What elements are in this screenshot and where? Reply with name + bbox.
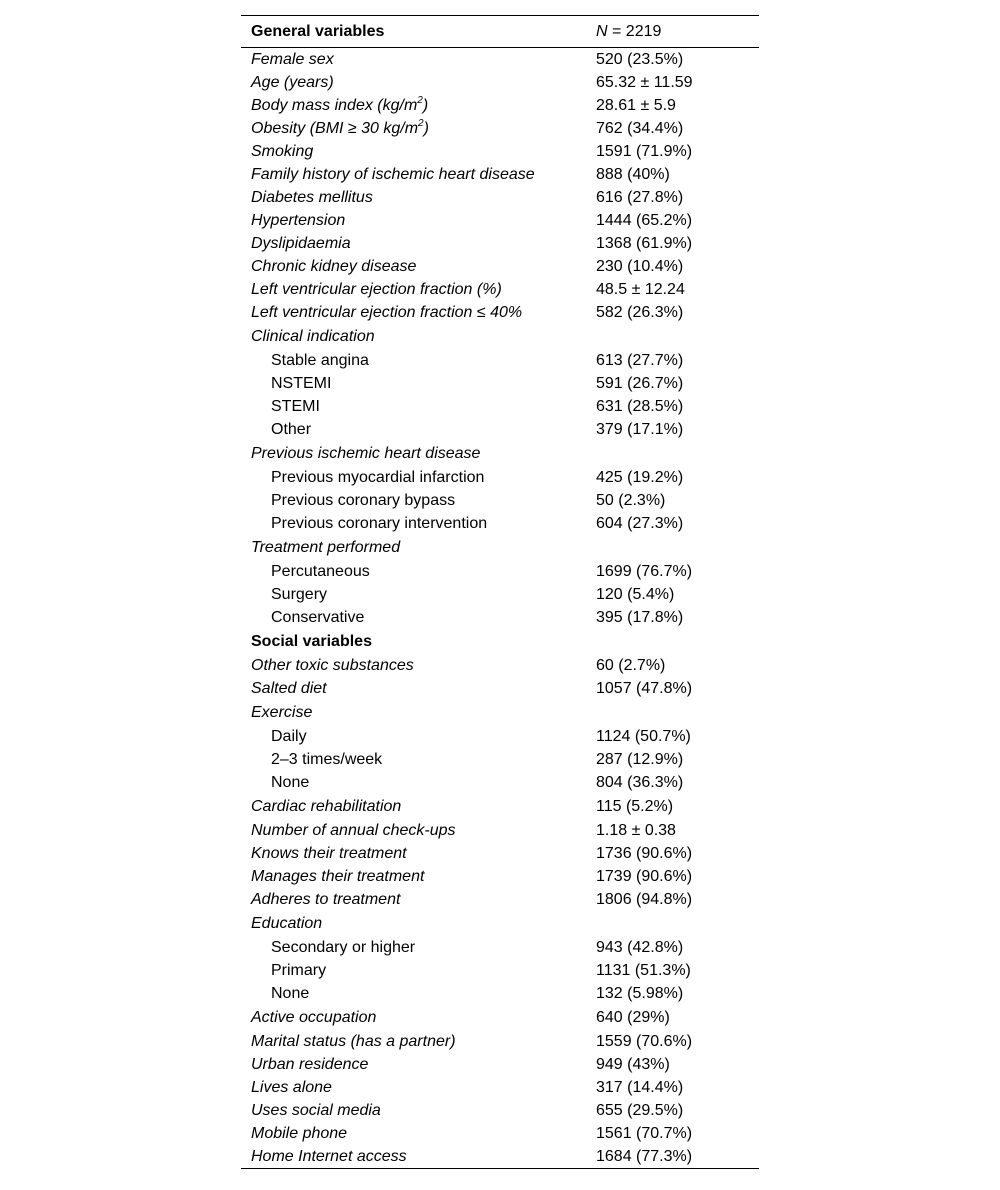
table-row (241, 209, 759, 232)
row-value: 804 (36.3%) (596, 774, 684, 791)
row-label-tail: ) (422, 97, 429, 114)
table-row (241, 725, 759, 748)
row-label (251, 794, 401, 819)
row-label (251, 535, 400, 560)
row-label (251, 1053, 368, 1076)
row-label-text: Previous coronary bypass (271, 492, 456, 509)
header-n-label: N (596, 23, 608, 40)
row-label-text: Secondary or higher (271, 939, 416, 956)
table-row (241, 654, 759, 677)
row-value: 132 (5.98%) (596, 985, 684, 1002)
table-row (241, 301, 759, 324)
row-label-text: Education (251, 915, 323, 932)
row-label-text: Chronic kidney disease (251, 258, 417, 275)
row-value: 395 (17.8%) (596, 609, 684, 626)
table-row (241, 888, 759, 911)
row-label-text: NSTEMI (271, 375, 332, 392)
row-label-text: Dyslipidaemia (251, 235, 351, 252)
row-label (271, 771, 309, 794)
row-value: 604 (27.3%) (596, 515, 684, 532)
row-value: 60 (2.7%) (596, 657, 666, 674)
row-value: 230 (10.4%) (596, 258, 684, 275)
table-row (241, 748, 759, 771)
table-row (241, 1099, 759, 1122)
row-label-text: Previous coronary intervention (271, 515, 488, 532)
row-value: 888 (40%) (596, 166, 670, 183)
row-label (251, 163, 535, 186)
row-value: 379 (17.1%) (596, 421, 684, 438)
row-value: 1806 (94.8%) (596, 891, 693, 908)
row-value: 613 (27.7%) (596, 352, 684, 369)
row-value: 48.5 ± 12.24 (596, 281, 685, 298)
table-row (241, 255, 759, 278)
row-label (271, 606, 364, 629)
row-label (251, 888, 400, 911)
row-label (251, 865, 424, 888)
row-value: 520 (23.5%) (596, 51, 684, 68)
row-label-text: Home Internet access (251, 1148, 407, 1165)
table-row (241, 418, 759, 441)
row-label (271, 466, 484, 489)
table-row (241, 48, 759, 71)
row-label-text: Primary (271, 962, 327, 979)
row-label-superscript: 2 (418, 117, 424, 129)
table-row (241, 771, 759, 794)
row-label (271, 936, 415, 959)
row-value: 640 (29%) (596, 1009, 670, 1026)
row-label (251, 677, 327, 700)
row-label (251, 700, 312, 725)
row-label-text: Age (years) (251, 74, 334, 91)
row-value: 616 (27.8%) (596, 189, 684, 206)
row-label-text: 2–3 times/week (271, 751, 383, 768)
row-label-text: Number of annual check-ups (251, 822, 456, 839)
table-row (241, 677, 759, 700)
table-header (241, 16, 759, 48)
row-value: 949 (43%) (596, 1056, 670, 1073)
table-row (241, 1076, 759, 1099)
row-label (251, 1076, 332, 1099)
row-label-text: Cardiac rehabilitation (251, 798, 402, 815)
row-label-text: Urban residence (251, 1056, 369, 1073)
row-label (251, 911, 322, 936)
row-label-text: Surgery (271, 586, 328, 603)
table-row (241, 466, 759, 489)
table-row (241, 71, 759, 94)
row-label-text: Body mass index (kg/m (251, 97, 418, 114)
row-label-text: Manages their treatment (251, 868, 425, 885)
row-value: 317 (14.4%) (596, 1079, 684, 1096)
row-label (251, 48, 334, 71)
row-label (251, 140, 313, 163)
row-value: 1368 (61.9%) (596, 235, 693, 252)
row-label (271, 372, 331, 395)
row-label (271, 583, 327, 606)
row-value: 631 (28.5%) (596, 398, 684, 415)
row-label-text: Previous ischemic heart disease (251, 445, 481, 462)
row-label (251, 278, 502, 301)
header-general-variables: General variables (251, 23, 385, 40)
row-label (251, 441, 480, 466)
row-label-text: Other toxic substances (251, 657, 414, 674)
table-row (241, 535, 759, 560)
row-value: 655 (29.5%) (596, 1102, 684, 1119)
row-value: 65.32 ± 11.59 (596, 74, 693, 91)
row-value: 762 (34.4%) (596, 120, 684, 137)
header-n-eq: = (607, 23, 626, 40)
table-body (241, 48, 759, 1168)
row-value: 1559 (70.6%) (596, 1033, 693, 1050)
table-row (241, 1005, 759, 1030)
table-row (241, 1030, 759, 1053)
row-label-text: Clinical indication (251, 328, 375, 345)
table-row (241, 583, 759, 606)
row-label (251, 1005, 376, 1030)
table-row (241, 94, 759, 117)
row-label-text: Left ventricular ejection fraction (%) (251, 281, 502, 298)
row-label (271, 748, 382, 771)
table-row (241, 1145, 759, 1168)
row-label (251, 209, 345, 232)
row-label-text: None (271, 985, 310, 1002)
row-label (271, 512, 487, 535)
table-row (241, 842, 759, 865)
row-label (251, 1099, 381, 1122)
row-value: 943 (42.8%) (596, 939, 684, 956)
row-value: 1684 (77.3%) (596, 1148, 693, 1165)
row-label-text: Previous myocardial infarction (271, 469, 485, 486)
row-label-text: Obesity (BMI ≥ 30 kg/m (251, 120, 419, 137)
table-row (241, 489, 759, 512)
row-label-text: Active occupation (251, 1009, 377, 1026)
row-label (251, 255, 416, 278)
table-row (241, 1122, 759, 1145)
row-label (271, 418, 311, 441)
row-label (251, 1122, 347, 1145)
table-row (241, 163, 759, 186)
row-label-text: Diabetes mellitus (251, 189, 373, 206)
row-value: 425 (19.2%) (596, 469, 684, 486)
table-row (241, 232, 759, 255)
table-row (241, 324, 759, 349)
row-label (271, 560, 370, 583)
table-row (241, 186, 759, 209)
row-value: 582 (26.3%) (596, 304, 684, 321)
row-label-superscript: 2 (417, 94, 423, 106)
table-row (241, 982, 759, 1005)
header-n (596, 23, 661, 41)
table-row (241, 512, 759, 535)
table-row (241, 395, 759, 418)
table-row (241, 140, 759, 163)
row-label (251, 301, 522, 324)
row-label-text: Conservative (271, 609, 365, 626)
table-row (241, 911, 759, 936)
row-label (251, 1030, 456, 1053)
row-value: 1699 (76.7%) (596, 563, 693, 580)
row-value: 1739 (90.6%) (596, 868, 693, 885)
row-value: 1591 (71.9%) (596, 143, 693, 160)
row-label-text: Family history of ischemic heart disease (251, 166, 535, 183)
row-value: 1736 (90.6%) (596, 845, 693, 862)
row-label (251, 324, 375, 349)
row-label-text: Smoking (251, 143, 314, 160)
row-label (271, 489, 455, 512)
row-label-text: Daily (271, 728, 307, 745)
row-label (271, 982, 309, 1005)
table-row (241, 606, 759, 629)
table-row (241, 936, 759, 959)
row-label-text: Other (271, 421, 312, 438)
table-row (241, 865, 759, 888)
row-label (251, 629, 372, 654)
table-row (241, 441, 759, 466)
row-label-text: STEMI (271, 398, 320, 415)
row-value: 120 (5.4%) (596, 586, 675, 603)
row-label (251, 842, 407, 865)
row-label (271, 349, 369, 372)
row-label-text: Knows their treatment (251, 845, 407, 862)
row-label (271, 725, 307, 748)
row-label-text: Stable angina (271, 352, 369, 369)
row-value: 1444 (65.2%) (596, 212, 693, 229)
table-row (241, 794, 759, 819)
row-value: 50 (2.3%) (596, 492, 666, 509)
table-row (241, 629, 759, 654)
row-label (251, 1145, 407, 1168)
row-label-text: Marital status (has a partner) (251, 1033, 456, 1050)
row-value: 1561 (70.7%) (596, 1125, 693, 1142)
table-row (241, 700, 759, 725)
table-row (241, 372, 759, 395)
table-row (241, 560, 759, 583)
row-label-text: Hypertension (251, 212, 346, 229)
row-value: 1131 (51.3%) (596, 962, 691, 979)
row-label-text: Uses social media (251, 1102, 381, 1119)
row-value: 1057 (47.8%) (596, 680, 693, 697)
row-label-text: Social variables (251, 633, 372, 650)
row-label-tail: ) (423, 120, 429, 137)
row-label (251, 94, 428, 117)
row-label-text: Mobile phone (251, 1125, 348, 1142)
row-label-text: Exercise (251, 704, 313, 721)
row-label-text: Lives alone (251, 1079, 332, 1096)
row-label-text: Female sex (251, 51, 334, 68)
row-label-text: Salted diet (251, 680, 327, 697)
row-label-text: None (271, 774, 310, 791)
characteristics-table (241, 15, 759, 1169)
row-label (271, 395, 320, 418)
row-label (271, 959, 326, 982)
row-label-text: Percutaneous (271, 563, 370, 580)
row-label-text: Treatment performed (251, 539, 401, 556)
row-value: 287 (12.9%) (596, 751, 684, 768)
header-n-value: 2219 (625, 23, 662, 40)
row-label (251, 186, 373, 209)
row-label (251, 117, 429, 140)
table-row (241, 959, 759, 982)
row-label (251, 71, 334, 94)
table-row (241, 278, 759, 301)
row-value: 1.18 ± 0.38 (596, 822, 676, 839)
row-label (251, 654, 414, 677)
table-row (241, 1053, 759, 1076)
row-value: 115 (5.2%) (596, 798, 674, 815)
table-row (241, 349, 759, 372)
row-label-text: Left ventricular ejection fraction ≤ 40% (251, 304, 523, 321)
row-value: 1124 (50.7%) (596, 728, 691, 745)
row-value: 591 (26.7%) (596, 375, 684, 392)
table-row (241, 819, 759, 842)
row-label (251, 232, 351, 255)
row-value: 28.61 ± 5.9 (596, 97, 676, 114)
table-row (241, 117, 759, 140)
row-label-text: Adheres to treatment (251, 891, 401, 908)
row-label (251, 819, 456, 842)
